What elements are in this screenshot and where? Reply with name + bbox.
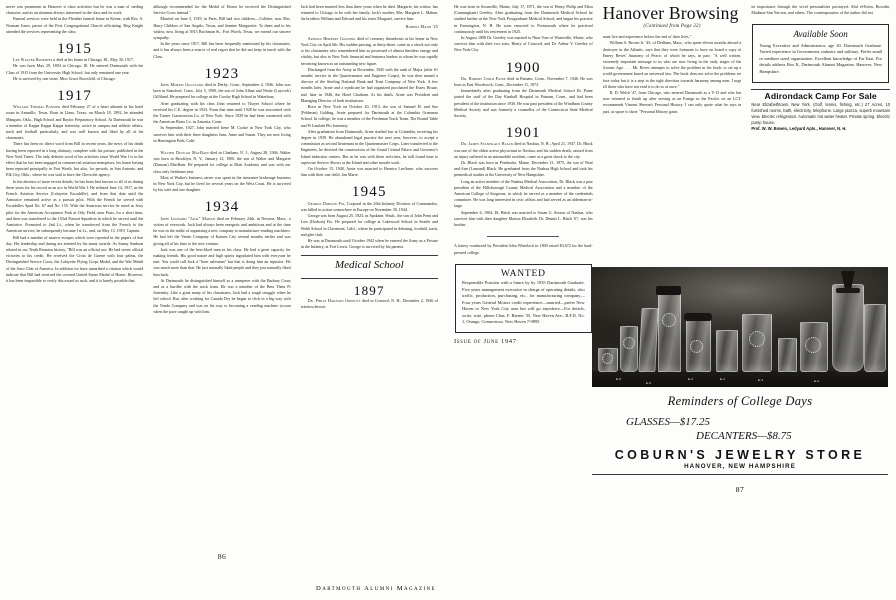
- class-year-heading-1915: 1915: [57, 41, 93, 58]
- photo-label: E-3: [758, 378, 764, 382]
- paragraph: He was born in Swanville, Maine, July 17, 1871, the son of Henry Philip and Eliza (Cunningham) Greeley. After graduating from the Dartmouth Medical School he studied further at the New York Postgraduate Medical School, and began his practise in Farmington, N. H. He soon removed to Portsmouth where he practised continuously until his retirement in 1925.: [454, 4, 593, 34]
- obituary-signature: Robert Mann '25: [405, 23, 438, 29]
- paragraph: In September, 1927, John married Irene M. Cooke in New York City, who survives him with their three daughters Jean, Anne and Susan. They are now living in Huntington Park, Calif.: [153, 125, 291, 143]
- paragraph: Immediately after graduating from the Dartmouth Medical School Dr. Paine joined the staff of the Day Kimball Hospital in Putnam, Conn., and had been president of the institution since 1930. He was past president of the Windham County Medical Society and was formerly a counsellor of the Connecticut State Medical Society.: [454, 88, 593, 119]
- paragraph: Born in New York on October 20, 1913, the son of Samuel H. and Sue (Feldman) Golding, Arnie prepared for Dartmouth at the Columbia Grammar School. In college, he was a member of the Freshman Track Team, The Round Table and Pi Lambda Phi fraternity.: [300, 104, 438, 128]
- obituary-name: Dr. James Stanislaus Black: [461, 141, 514, 147]
- ad-available-body: Young Executive and Administrator, age 30. Dartmouth Graduate. Varied experience in Government, industry and military. Prefer small or medium sized organization. Excellent knowledge of Far East. For details address Box K, Dartmouth Alumni Magazine, Hanover, New Hampshire.: [759, 42, 883, 74]
- ad-wanted-title: WANTED: [500, 268, 546, 279]
- paragraph: On October 15, 1940, Arnie was married to Bernice LeeAnne, who survives him with their one child, Jan Marie.: [300, 166, 438, 178]
- decanter-item: [832, 284, 864, 372]
- paragraph: Discharged from the Army in December, 1945 with the rank of Major (after 61 months' service in the Quartermaster and Engineer Corps), he was then named a director of the Sterling National Bank and Trust Company of New York. A few months later, Arnie and a syndicate he had organized purchased the Essex House, and, later in 1946, the Hotel Chatham. At his death, Arnie was President and Managing Director of both institutions.: [300, 66, 438, 103]
- paragraph: Funeral services were held in the Fleuther funeral home in Keene, with Rev. A. Norman Jones, pastor of the First Congregational Church officiating. Brig Knight attended the services representing the class.: [6, 16, 144, 34]
- footer-issue-prefix: Issue of: [454, 338, 484, 346]
- photo-label: E-1: [720, 377, 726, 381]
- dartmouth-seal: [662, 313, 676, 327]
- photo-label: E-4: [688, 377, 694, 381]
- class-year-heading-1897: 1897: [353, 282, 385, 298]
- glass-item: [778, 338, 797, 372]
- footer-issue-date: June 1947: [483, 338, 517, 346]
- ad-divider: [751, 89, 890, 90]
- paragraph: died in Concord, N. H., December 2, 1946 of arteriosclerosis.: [300, 297, 438, 309]
- paragraph: although recommended for the Medal of Honor he received the Distinguished Service Cross instead.": [153, 4, 291, 16]
- obituary-name: Dr. Robert Child Paine: [461, 75, 506, 81]
- filler-divider: [487, 236, 559, 237]
- ad-adirondack-body: Near Elizabethtown, New York. (Golf, tennis, fishing, etc.) 27 Acres, 10 furnished rooms, bath, electricity, telephone. Large piazza, superb mountain view. Electric refrigerator. Automatic hot water heater. Private spring. Electric pump house.: [751, 101, 891, 125]
- photo-shelf: [592, 371, 888, 387]
- paragraph: In the years since 1917, Bill has been frequently mentioned by his classmates, and it has always been a source of real regret that he did not keep in touch with the Class.: [153, 41, 291, 59]
- page-left: [0, 0, 446, 600]
- section-divider-bottom: [301, 278, 438, 279]
- dartmouth-seal: [602, 353, 613, 364]
- ad-coburns-store-name: COBURN'S JEWELRY STORE: [614, 448, 866, 462]
- paragraph: In August 1898 Dr. Greeley was married to Nina Vose of Waterville, Maine, who survives him with their two sons, Henry of Concord, and Dr. Arthur V. Greeley of New York City.: [454, 35, 593, 53]
- shaker-lid: [684, 313, 712, 321]
- photo-label: E-2: [814, 379, 820, 383]
- dartmouth-seal: [690, 340, 703, 353]
- page-number-right: 87: [735, 485, 745, 494]
- obituary-name: Lee Walter Rosenfeld: [13, 57, 56, 63]
- paragraph: Long an active member of the Nashua Medical Association, Dr. Black was a past president of the Hillsborough County Medical Association and a member of the American College of Surgeons, in which he served as a member of the credentials committee. He was long interested in civic affairs and had served as an alderman-at-large.: [454, 178, 593, 209]
- paragraph: In the absence of more recent details, he has been best known to all of us during these years for his record as an ace in World War I. He enlisted June 14, 1917, in the French Aviation Service (Lafayette Escadrille), and from that date until the Armistice remained active as a pursuit pilot. With the French he served with Escadrilles Spad No. 67 and No. 155. With the American service he acted as ferry pilot for the American Acceptance Park at Orly Field, near Paris, for a short time, and then was transferred to the 103rd Pursuit Squadron in which he served until the Armistice. Promoted to 2nd Lt., when he transferred from the French to the American service, he subsequently became 1st Lt., and, on May 13, 1919, Captain.: [6, 178, 144, 234]
- column-1: [6, 4, 143, 552]
- glassware-photo: [592, 267, 888, 387]
- filler-note: A lottery conducted by President John Wheelock in 1800 raised $3,672 for the hard-pressed college.: [454, 243, 593, 255]
- paragraph: William S. Brown Jr. '43, of Dedham, Mass., who spent eleven months aboard a destroyer in the Atlantic, says that they were fortunate to have on board a copy of Emery Reves' Anatomy of Peace, of which he says, in part: "A well written, extremely important message to us who are now living in the early stages of the Atomic Age. . . . Mr. Reves attempts to solve the problem in his book: to set up a world government based on universal law. The book does not solve the problems we face today but it is a step in the right direction towards harmony among men. I urge all those who have not read it to do so at once.": [602, 40, 742, 89]
- paragraph: There has been no direct word from Bill in recent years, the news of his death having been reported in a long obituary, complete with his picture, published in the New York Times. The only definite word of his activities since World War I is to the effect that he has been engaged in commercial aviation enterprises, his home having been reported principally in Fort Worth, but also, for periods, in San Antonio, and Elk City, Okla., where he was said to have the Chevrolet agency.: [6, 141, 144, 178]
- column-2: [153, 4, 290, 552]
- decanter-neck: [836, 288, 860, 293]
- glass-item: [716, 330, 738, 372]
- dartmouth-seal: [623, 337, 635, 349]
- paragraph: Married on June 5, 1919, in Paris, Bill had two children,—Collette, now Mrs. Harry Childers of San Angelo, Texas, and Jeanine Marguerite. To them and to his widow, now living at 3913 Birchman St., Fort Worth, Texas, we extend our sincere sympathy.: [153, 16, 291, 41]
- paragraph: R. D. Welch '47, from Chicago, who entered Dartmouth as a V-12 and who has now returned to finish up after serving as an Ensign in the Pacific on an LCT, recommends Vincent Sheean's Personal History. I can only quote what he says in part, as space is short: "Personal History gains: [602, 90, 742, 114]
- paragraph: never was prominent in Hanover ir class activities but he was a man of sterling character, and as an alumnus always interested in the class and its work.: [6, 4, 144, 16]
- class-year-heading-1901: 1901: [505, 125, 541, 142]
- ad-wanted[interactable]: [455, 264, 592, 333]
- dartmouth-seal: [805, 337, 821, 353]
- ad-wanted-body: Responsible Position with a future by by 1935 Dartmouth Graduate. Five years management executive in charge of operating details, also traffic, production, purchasing, etc., for manufacturing company—Four years General Motors credit experience—married—prefer New Haven or New York City area but will go anywhere—For details, write, wire, phone Chas. F. Barnes '35, New Haven Ave., R.F.D. No. 1, Orange, Connecticut. New Haven 7-9895.: [462, 279, 585, 325]
- paragraph: At Dartmouth he distinguished himself as a trumpeter with the Barbary Coast and as a hurdler with the track team. He was a member of the Beta Theta Pi fraternity. Like a great many of his classmates, Jack had a tough struggle when he left school. But, after working for Canada Dry he began to click in a big way with the Vendo Company and was on his way to becoming a vending machine tycoon when the pace caught up with him.: [153, 277, 291, 314]
- ad-available-soon[interactable]: [752, 24, 889, 82]
- paragraph: September 6, 1904, Dr. Black was married to Susan G. Sexton of Nashua, who survives him with their daughter Marion Elizabeth. Dr. Dennis L. Black '07, was his brother.: [454, 209, 593, 228]
- photo-label: E-6: [646, 381, 652, 385]
- column-3: [301, 4, 438, 552]
- column-4: [454, 4, 593, 552]
- obituary-name: George Dobson Fix: [307, 200, 345, 206]
- paragraph: After graduating with his class John returned to Thayer School where he received his C.E. degree in 1923. From that time until 1928 he was associated with the Turner Construction Co. of New York. Since 1929 he had been connected with the American Brass Co. in Ansonia, Conn.: [153, 100, 291, 125]
- paragraph: Dr. Black was born in Pembroke, Maine, December 21, 1875, the son of Neal and Ann (Lamond) Black. He graduated from the Nashua High School and took his premedical studies at the University of New Hampshire.: [454, 160, 593, 178]
- glass-item: [638, 308, 658, 372]
- obituary-name: John Morris Gilliland: [160, 82, 204, 88]
- paragraph: died in Derby, Conn., September 4, 1946. John was born in Stamford, Conn., July 5, 1900, the son of John Alban and Nettie (Laycock) Gilliland. He prepared for college at the Crosby High School in Waterbury.: [153, 82, 291, 100]
- paragraph: Jack was one of the best-liked men in his class. He had a great capacity for making friends. His good nature and high spirits ingratiated him with everyone he met. You could call Jack a "born salesman" but that is doing him an injustice. He was much more than that. He just naturally liked people and they just naturally liked him back.: [153, 246, 291, 277]
- ad-coburns-store-location: HANOVER, NEW HAMPSHIRE: [684, 463, 796, 470]
- paragraph: Bill had a number of narrow escapes which were reported in the papers of that day. His leadership and daring are attested by his many awards. As Sunny Sanborn related in our Tenth Reunion history, "Bill was an official ace. He had seven official victories to his credit. He received the Croix de Guerre with four palms, the Distinguished Service Cross, the Lafayette Flying Corps Medal, and the War Medal of the Aero Club of America. In addition we have unearthed a citation which would indicate that Bill had received the coveted United States Medal of Honor. However, it has been impossible to verify this award as such, and it is barely possible that: [6, 234, 144, 283]
- section-heading-medical-school: Medical School: [334, 259, 404, 272]
- paragraph: He was born May 29, 1894 in Chicago, Ill. He entered Dartmouth with the Class of 1915 from the University High School, but only remained one year.: [6, 63, 144, 75]
- paragraph: died February 27 of a heart ailment in his hotel room in Amarillo, Texas. Born in Llano, Texas, on March 18, 1892, he attended Mangum, Okla., High School and Baylor Preparatory School. At Dartmouth he was a member of Kappa Kappa Kappa fraternity, active in campus and athletic affairs, track and football particularly, and was well known and liked by all of his classmates.: [6, 104, 144, 141]
- ad-coburns-tagline: Reminders of College Days: [667, 394, 813, 408]
- ad-price-decanters: DECANTERS—$8.75: [696, 430, 792, 442]
- obituary-name: Walter Duncan MacBain: [160, 150, 209, 156]
- page-footer-right: [592, 479, 888, 497]
- obituary-name: William Thomas Ponsier: [13, 104, 61, 110]
- page-footer-left: [6, 552, 438, 561]
- section-divider-top: [301, 255, 438, 256]
- class-year-heading-1945: 1945: [351, 184, 387, 201]
- magazine-name-footer: Dartmouth Alumni Magazine: [316, 585, 436, 592]
- class-year-heading-1934: 1934: [204, 199, 240, 216]
- glass-item: [620, 326, 638, 372]
- glass-item: [864, 304, 886, 372]
- glass-item: [658, 292, 681, 372]
- paragraph: He is survived by one sister, Miss Grace Rowsfeld, of Chicago.: [13, 75, 116, 81]
- ad-adirondack-title: Adirondack Camp For Sale: [764, 90, 877, 101]
- paragraph: died of coronary thrombosis at his home in New York City on April 6th. His sudden passing, at thirty-three, came as a shock not only to his classmates who remembered him as possessed of almost limitless energy and vitality, but also to New York financial and business leaders to whom he was rapidly becoming known as an outstanding new figure.: [300, 35, 438, 66]
- paragraph: After graduation from Dartmouth, Arnie studied law at Columbia, receiving his degree in 1939. He abandoned legal practice the next year, however, to accept a commission as second lieutenant in the Quartermaster Corps. Later transferred to the Engineers, he directed the construction of the Grand Central Palace and Governor's Island induction centers. But as he was with these activities, he still found time to supervise Service Shows at the Island and other morale work.: [300, 128, 438, 165]
- paragraph: George was born August 25, 1923, in Spokane, Wash., the son of John Penn and Lois (Dodson) Fix. He prepared for college at Lakewood School in Seattle and Webb School in Claremont, Calif., where he participated in debating, football, track, and glee club.: [300, 213, 438, 237]
- article-title-hanover-browsing: Hanover Browsing: [602, 4, 739, 23]
- paragraph: Jack had been married less than three years when he died. Margaret, his widow, has returned to Chicago to be with her family. Jack's mother, Mrs. Margaret L. Mahan, his brothers William and Edward and his sister Margaret, survive him.: [300, 4, 438, 22]
- class-year-heading-1923: 1923: [204, 65, 240, 82]
- footer-divider: [592, 474, 888, 475]
- paragraph: died at his home in Chicago, Ill., May 30, 1917.: [55, 57, 134, 63]
- page-number-left: 86: [217, 552, 227, 561]
- photo-label: E-5: [616, 377, 622, 381]
- ad-adirondack-camp[interactable]: [751, 89, 890, 133]
- left-page-columns: [6, 4, 438, 552]
- paragraph: died on February 24th, in Newton, Mass., a victim of overwork. Jack had always been energetic and ambitious and at the time he was in the midst of organizing a new company to manufacture vending machines. He had left the Vendo Company of Kansas City several months earlier and was giving all of his time to the new venture.: [153, 215, 291, 246]
- paragraph: died in Chatham, N. J., August 28, 1946. Walter was born in Brooklyn, N. Y., January 12, 1900, the son of Walter and Margaret (Duncan) MacBain. He prepared for college at Blair Academy and was with our class only freshman year.: [153, 150, 291, 174]
- paragraph: He was at Dartmouth until October 1942 when he entered the Army as a Private in the Infantry, at Fort Lewis. George is survived by his parents.: [300, 237, 438, 250]
- paragraph: must live and experience before the end of their lives.": [602, 34, 692, 40]
- class-year-heading-1917: 1917: [57, 88, 93, 105]
- ad-price-glasses: GLASSES—$17.25: [626, 416, 711, 428]
- obituary-name: John Leonard "Jack" Mahan: [160, 215, 216, 221]
- class-year-heading-1900: 1900: [505, 59, 541, 76]
- paragraph: Most of Walter's business career was spent in the insurance brokerage business in New York City, but he lived for several years on the West Coast. He is survived by his wife and one daughter.: [153, 174, 291, 193]
- shaker-lid: [656, 286, 681, 295]
- paragraph: died in Nashua, N. H., April 21, 1947. Dr. Black was one of the oldest active physicians in Nashua, and his sudden death, caused from an injury suffered in an automobile accident, came as a great shock to the city.: [454, 141, 593, 159]
- ad-adirondack-signature: Prof. W. W. Bowen, Ledyard Apts., Hanover, N. H.: [751, 126, 847, 132]
- paragraph: , Corporal in the 26th Infantry Division of Commandos, was killed in action somewhere in Europe on November 30, 1944.: [300, 200, 438, 212]
- obituary-name: Dr. Philip Hartson Greeley: [307, 297, 361, 303]
- magazine-footer-wrap: [296, 585, 436, 592]
- ad-available-title: Available Soon: [793, 29, 848, 40]
- obituary-name: Arnold Herbert Golding: [307, 35, 356, 41]
- dartmouth-seal: [749, 331, 765, 347]
- ad-coburns-jewelry[interactable]: [592, 263, 888, 497]
- page-footer-issue: [454, 339, 593, 345]
- paragraph: its importance through the vivid personalities portrayed: Abd el-Krim, Borodin, Madame Sun Yat-sen, and others. The contemporaries of the author did not: [751, 4, 891, 16]
- paragraph: died in Putnam, Conn., November 7, 1946. He was born in East Woodstock, Conn., December 11, 1873.: [454, 75, 593, 88]
- article-continued-note: (Continued from Page 22): [643, 24, 701, 29]
